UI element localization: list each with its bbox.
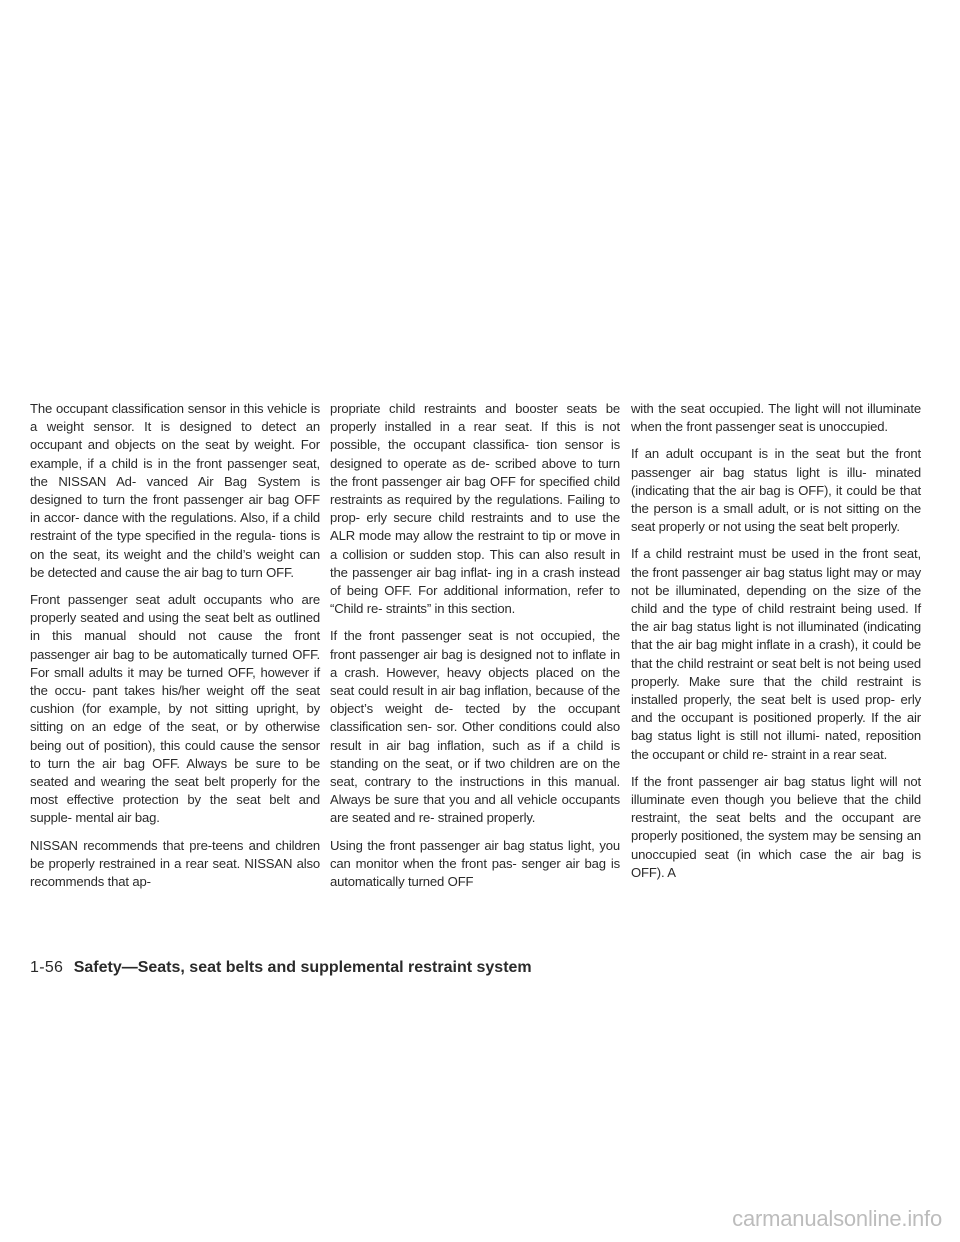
paragraph: If an adult occupant is in the seat but the front passenger air bag status light is illu- minated (indicating that the air bag is OFF), it could be that the person is a small adult, or is not sitting on the seat properly or not using the seat belt properly.: [631, 446, 921, 535]
section-title: Safety—Seats, seat belts and supplemental restraint system: [73, 959, 532, 976]
paragraph: If a child restraint must be used in the front seat, the front passenger air bag status light may or may not be illuminated, depending on the size of the child and the type of child restraint being used. If the air bag status light is not illuminated (indicating that the air bag might inflate in a crash), it could be that the child restraint or seat belt is not being used properly. Make sure that the child restraint is installed properly, the seat belt is used prop- erly and the occupant is positioned properly. If the air bag status light is still not illumi- nated, reposition the occupant or child re- straint in a rear seat.: [631, 546, 921, 762]
paragraph: If the front passenger seat is not occupied, the front passenger air bag is designed not to inflate in a crash. However, heavy objects placed on the seat could result in air bag inflation, because of the object’s weight de- tected by the occupant classification sen- sor. Other conditions could also result in air bag inflation, such as if a child is standing on the seat, or if two children are on the seat, contrary to the instructions in this manual. Always be sure that you and all vehicle occupants are seated and re- strained properly.: [330, 628, 620, 826]
page-footer: [30, 958, 532, 978]
paragraph: with the seat occupied. The light will not illuminate when the front passenger seat is unoccupied.: [631, 401, 921, 435]
paragraph: If the front passenger air bag status light will not illuminate even though you believe that the child restraint, the seat belts and the occupant are properly positioned, the system may be sensing an unoccupied seat (in which case the air bag is OFF). A: [631, 773, 921, 880]
watermark-link[interactable]: carmanualsonline.info: [732, 1206, 942, 1231]
paragraph: The occupant classification sensor in this vehicle is a weight sensor. It is designed to detect an occupant and objects on the seat by weight. For example, if a child is in the front passenger seat, the NISSAN Ad- vanced Air Bag System is designed to turn the front passenger air bag OFF in accor- dance with the regulations. Also, if a child restraint of the type specified in the regula- tions is on the seat, its weight and the child’s weight can be detected and cause the air bag to turn OFF.: [30, 401, 320, 580]
text-column-2: [330, 400, 620, 900]
text-column-3: [631, 400, 921, 891]
text-column-1: [30, 400, 320, 900]
paragraph: Using the front passenger air bag status light, you can monitor when the front pas- senger air bag is automatically turned OFF: [330, 837, 620, 890]
paragraph: NISSAN recommends that pre-teens and children be properly restrained in a rear seat. NISSAN also recommends that ap-: [30, 837, 320, 890]
paragraph: propriate child restraints and booster seats be properly installed in a rear seat. If this is not possible, the occupant classifica- tion sensor is designed to operate as de- scribed above to turn the front passenger air bag OFF for specified child restraints as required by the regulations. Failing to prop- erly secure child restraints and to use the ALR mode may allow the restraint to tip or move in a collision or sudden stop. This can also result in the passenger air bag inflat- ing in a crash instead of being OFF. For additional information, refer to “Child re- straints” in this section.: [330, 401, 620, 617]
page-number: 1-56: [30, 959, 64, 976]
paragraph: Front passenger seat adult occupants who are properly seated and using the seat belt as outlined in this manual should not cause the front passenger air bag to be automatically turned OFF. For small adults it may be turned OFF, however if the occu- pant takes his/her weight off the seat cushion (for example, by not sitting upright, by sitting on an edge of the seat, or by otherwise being out of position), this could cause the sensor to turn the air bag OFF. Always be sure to be seated and wearing the seat belt properly for the most effective protection by the seat belt and supple- mental air bag.: [30, 592, 320, 826]
